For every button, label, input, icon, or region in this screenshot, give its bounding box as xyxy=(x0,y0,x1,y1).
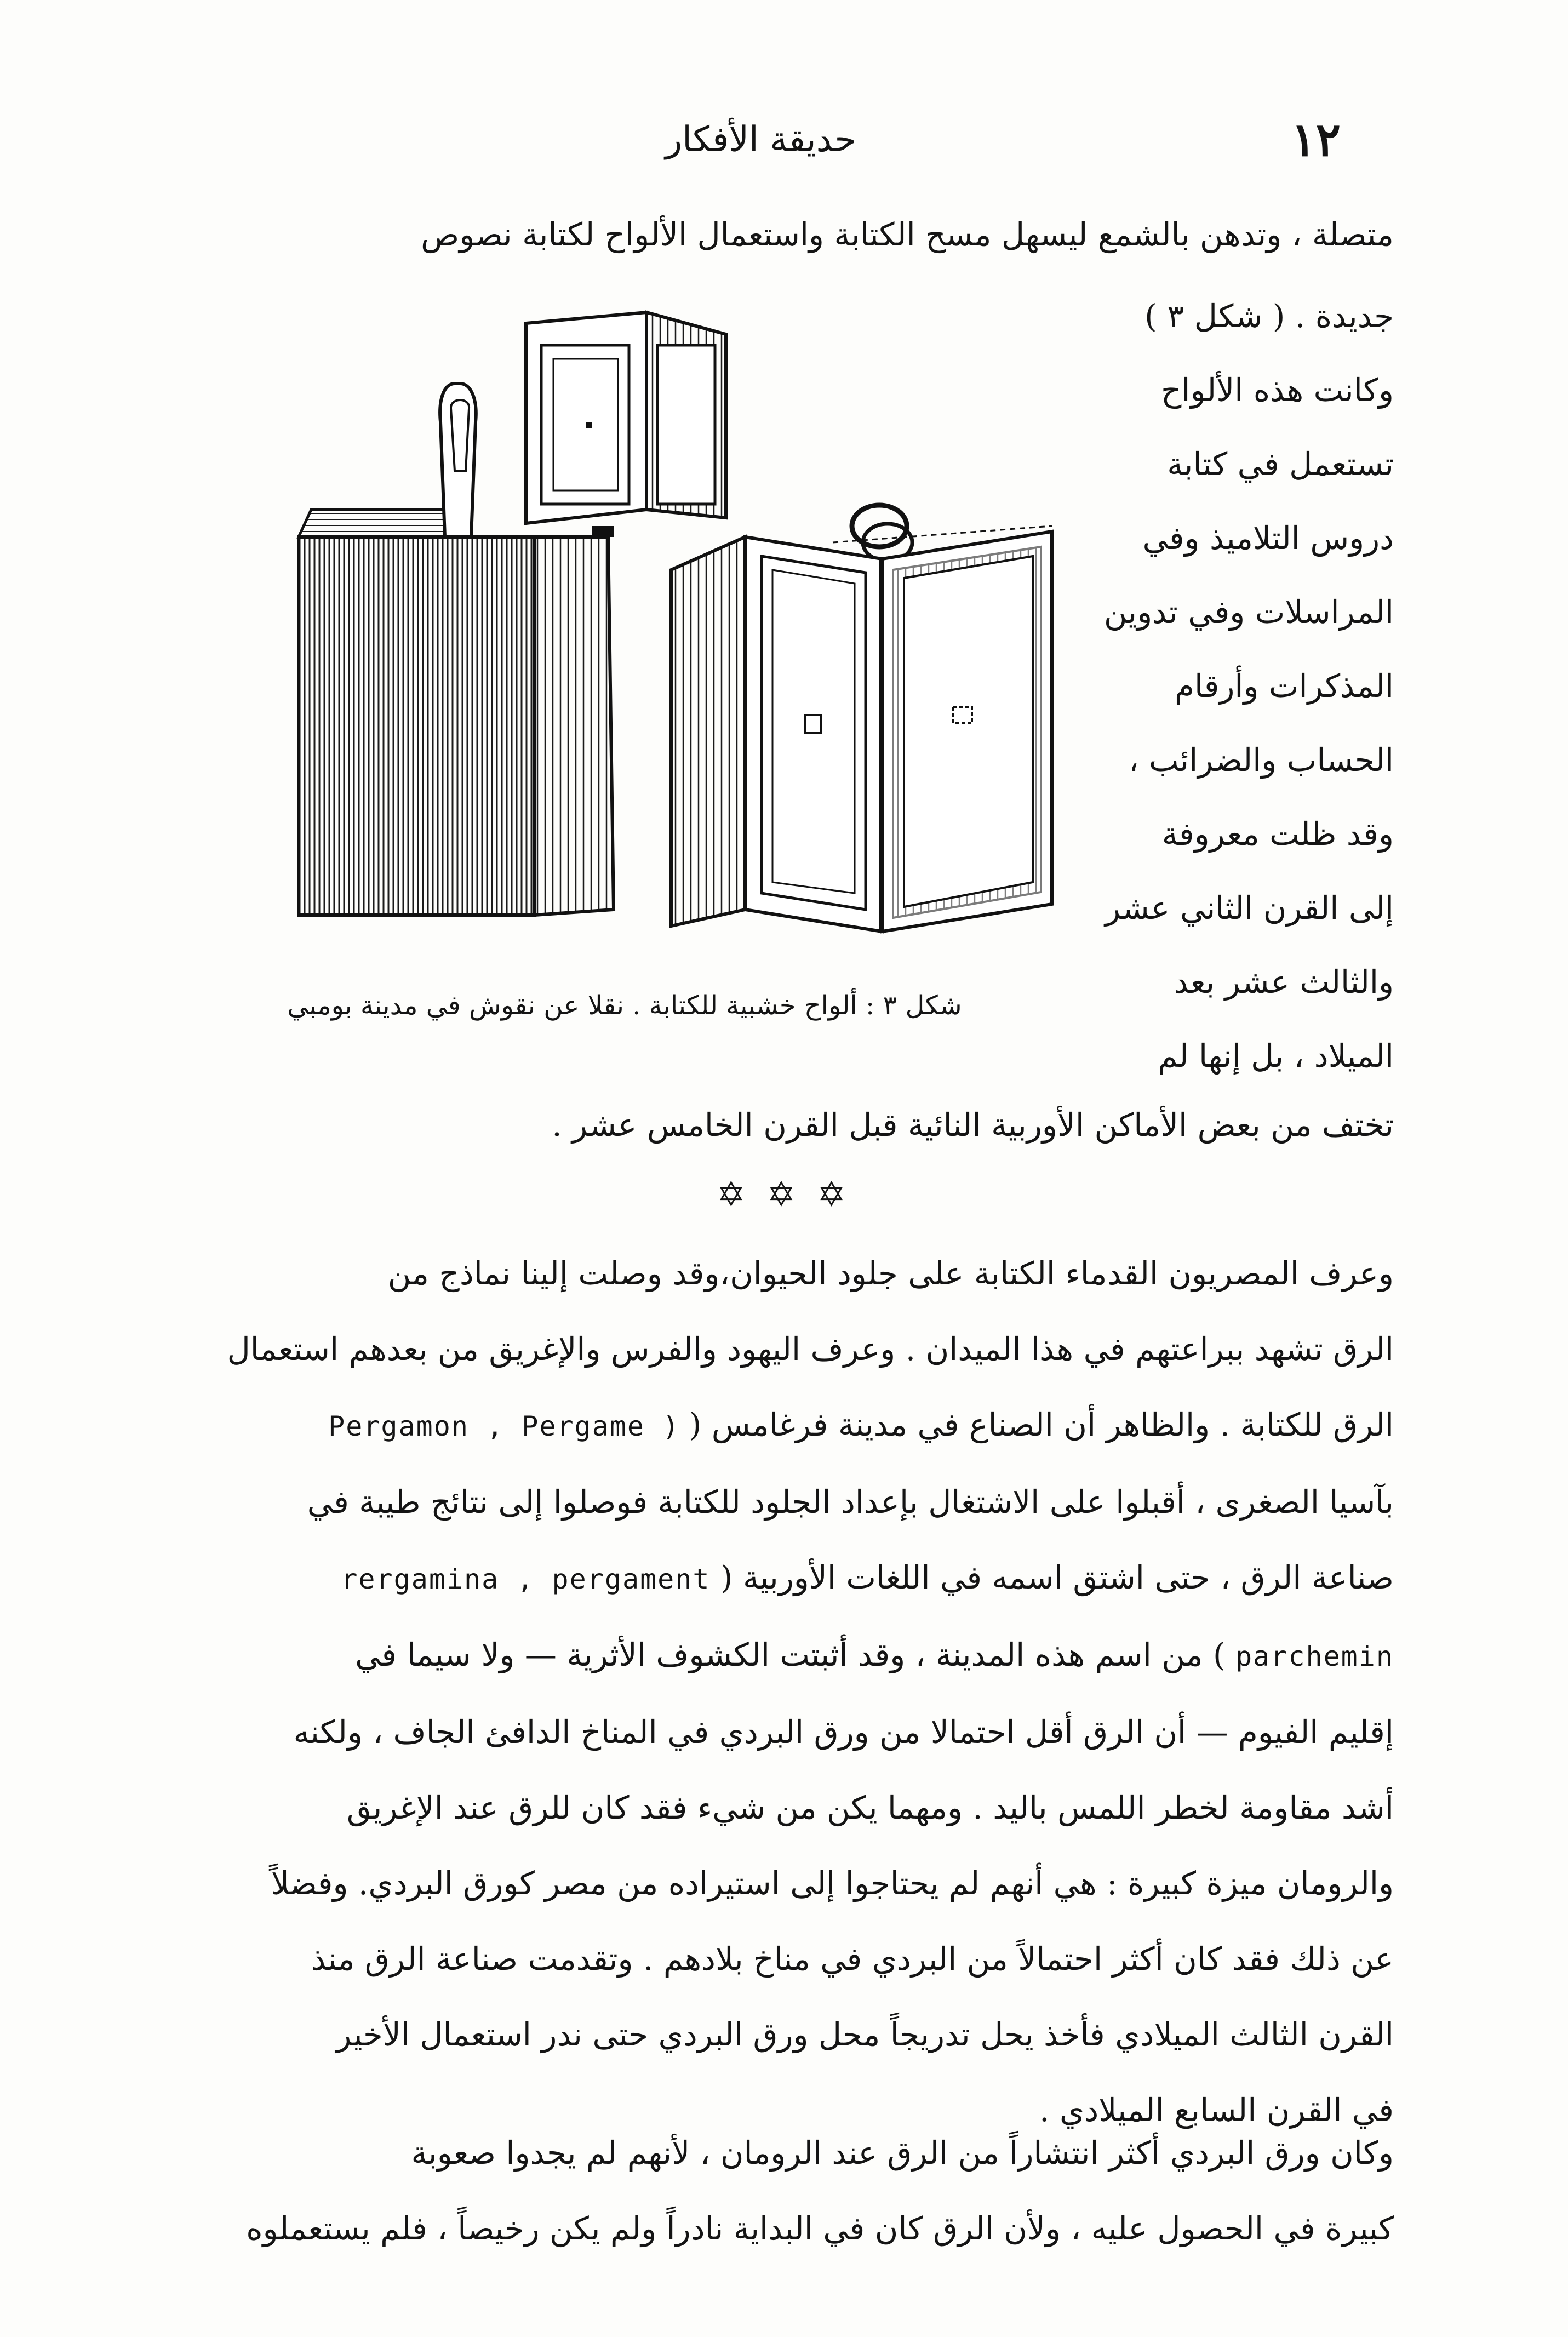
text-line: إقليم الفيوم — أن الرق أقل احتمالا من ورق البردي في المناخ الدافئ الجاف ، ولكنه xyxy=(293,1713,1394,1751)
text-line xyxy=(181,1387,1394,1464)
side-line: وقد ظلت معروفة xyxy=(1161,815,1394,853)
side-line: الميلاد ، بل إنها لم xyxy=(1158,1037,1394,1075)
page-number: ١٢ xyxy=(1291,112,1341,167)
text-segment: ) من اسم هذه المدينة ، وقد أثبتت الكشوف الأثرية — ولا سيما في xyxy=(355,1636,1226,1673)
text-line: الرق تشهد ببراعتهم في هذا الميدان . وعرف اليهود والفرس والإغريق من بعدهم استعمال xyxy=(227,1330,1394,1368)
text-segment: الرق للكتابة . والظاهر أن الصناع في مدينة فرغامس ( xyxy=(689,1406,1394,1443)
paragraph-parchment xyxy=(181,1236,1394,2148)
figure-wooden-tablets xyxy=(175,307,1074,997)
side-line: المراسلات وفي تدوين xyxy=(1103,593,1394,631)
intro-line: متصلة ، وتدهن بالشمع ليسهل مسح الكتابة واستعمال الألواح لكتابة نصوص xyxy=(421,216,1394,253)
text-line: وكان ورق البردي أكثر انتشاراً من الرق عند الرومان ، لأنهم لم يجدوا صعوبة xyxy=(411,2134,1394,2172)
running-title: حديقة الأفكار xyxy=(665,119,856,160)
side-line: وكانت هذه الألواح xyxy=(1160,372,1394,409)
small-diptych-drawing xyxy=(526,312,726,523)
paragraph-papyrus xyxy=(181,2115,1394,2266)
text-line: والرومان ميزة كبيرة : هي أنهم لم يحتاجوا إلى استيراده من مصر كورق البردي. وفضلاً xyxy=(271,1865,1394,1902)
text-line: أشد مقاومة لخطر اللمس باليد . ومهما يكن من شيء فقد كان للرق عند الإغريق xyxy=(346,1789,1394,1826)
text-line: بآسيا الصغرى ، أقبلوا على الاشتغال بإعداد الجلود للكتابة فوصلوا إلى نتائج طيبة في xyxy=(307,1483,1394,1521)
side-line: الحساب والضرائب ، xyxy=(1128,741,1394,779)
text-line: في القرن السابع الميلادي . xyxy=(1039,2092,1394,2129)
text-line: عن ذلك فقد كان أكثر احتمالاً من البردي في مناخ بلادهم . وتقدمت صناعة الرق منذ xyxy=(311,1940,1394,1978)
page-header xyxy=(181,107,1341,173)
tablets-illustration xyxy=(175,307,1074,986)
side-line: جديدة . ( شكل ٣ ) xyxy=(1144,298,1394,335)
text-line: كبيرة في الحصول عليه ، ولأن الرق كان في البداية نادراً ولم يكن رخيصاً ، فلم يستعملوه xyxy=(246,2210,1394,2247)
text-segment: صناعة الرق ، حتى اشتق اسمه في اللغات الأوربية ( xyxy=(720,1559,1394,1596)
open-tablet-book-drawing xyxy=(671,505,1052,932)
side-line: والثالث عشر بعد xyxy=(1174,963,1394,1001)
latin-term: parchemin xyxy=(1235,1641,1394,1672)
continuation-line: تختف من بعض الأماكن الأوربية النائية قبل القرن الخامس عشر . xyxy=(552,1106,1394,1144)
latin-term: rergamina , pergament xyxy=(341,1563,711,1595)
text-line: القرن الثالث الميلادي فأخذ يحل تدريجاً محل ورق البردي حتى ندر استعمال الأخير xyxy=(336,2016,1394,2053)
side-column xyxy=(1065,279,1394,1093)
latin-term: Pergamon , Pergame ) xyxy=(328,1410,679,1442)
figure-caption: شكل ٣ : ألواح خشبية للكتابة . نقلا عن نقوش في مدينة بومبي xyxy=(287,990,962,1021)
side-line: تستعمل في كتابة xyxy=(1167,445,1394,483)
text-line: وعرف المصريون القدماء الكتابة على جلود الحيوان،وقد وصلت إلينا نماذج من xyxy=(387,1255,1394,1292)
side-line: إلى القرن الثاني عشر xyxy=(1105,889,1394,927)
section-ornament: ✡ ✡ ✡ xyxy=(717,1174,851,1214)
side-line: المذكرات وأرقام xyxy=(1175,667,1394,705)
text-line xyxy=(181,1540,1394,1617)
side-line: دروس التلاميذ وفي xyxy=(1142,519,1394,557)
text-line xyxy=(181,1617,1394,1694)
